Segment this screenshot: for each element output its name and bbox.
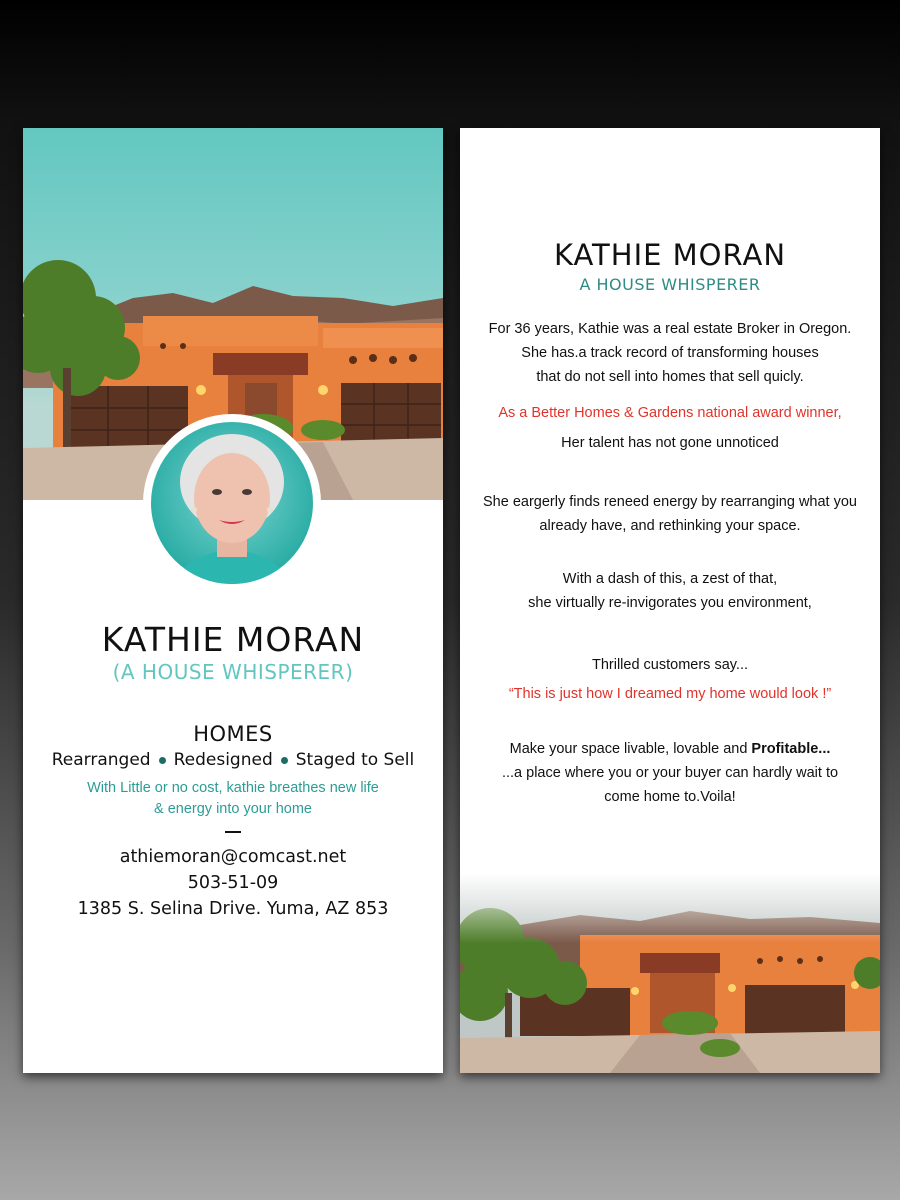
front-tagline: (A HOUSE WHISPERER): [112, 660, 354, 684]
service-rearranged: Rearranged: [51, 750, 151, 770]
text-line: She eargerly finds reneed energy by rearranging what you: [482, 494, 857, 510]
dash-paragraph: [460, 567, 880, 615]
description-line: With Little or no cost, kathie breathes new life: [87, 780, 379, 796]
services-list: [23, 750, 443, 770]
back-card: [460, 128, 880, 1073]
description-line: & energy into your home: [154, 801, 312, 817]
bullet-icon: [281, 757, 288, 764]
bullet-icon: [159, 757, 166, 764]
text-line: For 36 years, Kathie was a real estate Broker in Oregon.: [488, 321, 852, 337]
award-text: As a Better Homes & Gardens national award winner,: [498, 405, 842, 421]
energy-paragraph: [460, 490, 880, 538]
talent-text: Her talent has not gone unnoticed: [561, 435, 779, 451]
text-line: come home to.Voila!: [604, 789, 736, 805]
photo-fade: [460, 873, 880, 943]
closing-paragraph: [460, 737, 880, 809]
text-line: ...a place where you or your buyer can hardly wait to: [501, 765, 839, 781]
phone-text[interactable]: 503-51-09: [187, 873, 279, 893]
address-text: 1385 S. Selina Drive. Yuma, AZ 853: [77, 899, 389, 919]
text-line: she virtually re-invigorates you environment,: [528, 595, 812, 611]
back-name: KATHIE MORAN: [553, 238, 787, 272]
text-line: that do not sell into homes that sell quicly.: [536, 369, 804, 385]
divider-dash: [225, 831, 241, 833]
front-name: KATHIE MORAN: [101, 620, 365, 659]
service-staged: Staged to Sell: [295, 750, 415, 770]
contact-block: [23, 844, 443, 922]
intro-paragraph: [460, 317, 880, 389]
service-redesigned: Redesigned: [173, 750, 273, 770]
front-card: [23, 128, 443, 1073]
back-tagline: A HOUSE WHISPERER: [579, 275, 761, 294]
customer-quote: “This is just how I dreamed my home would look !”: [508, 686, 832, 702]
closing-first-line: [460, 737, 880, 761]
closing-bold: Profitable...: [751, 741, 831, 757]
text-line: already have, and rethinking your space.: [539, 518, 801, 534]
text-line: With a dash of this, a zest of that,: [562, 571, 778, 587]
text-line: She has.a track record of transforming houses: [521, 345, 819, 361]
house-photo-bottom: [460, 873, 880, 1073]
closing-prefix: Make your space livable, lovable and: [509, 741, 752, 757]
homes-heading: HOMES: [193, 722, 273, 746]
customers-text: Thrilled customers say...: [591, 657, 749, 673]
email-text[interactable]: athiemoran@comcast.net: [119, 847, 347, 867]
front-description: [23, 778, 443, 820]
portrait-photo: [143, 414, 321, 592]
